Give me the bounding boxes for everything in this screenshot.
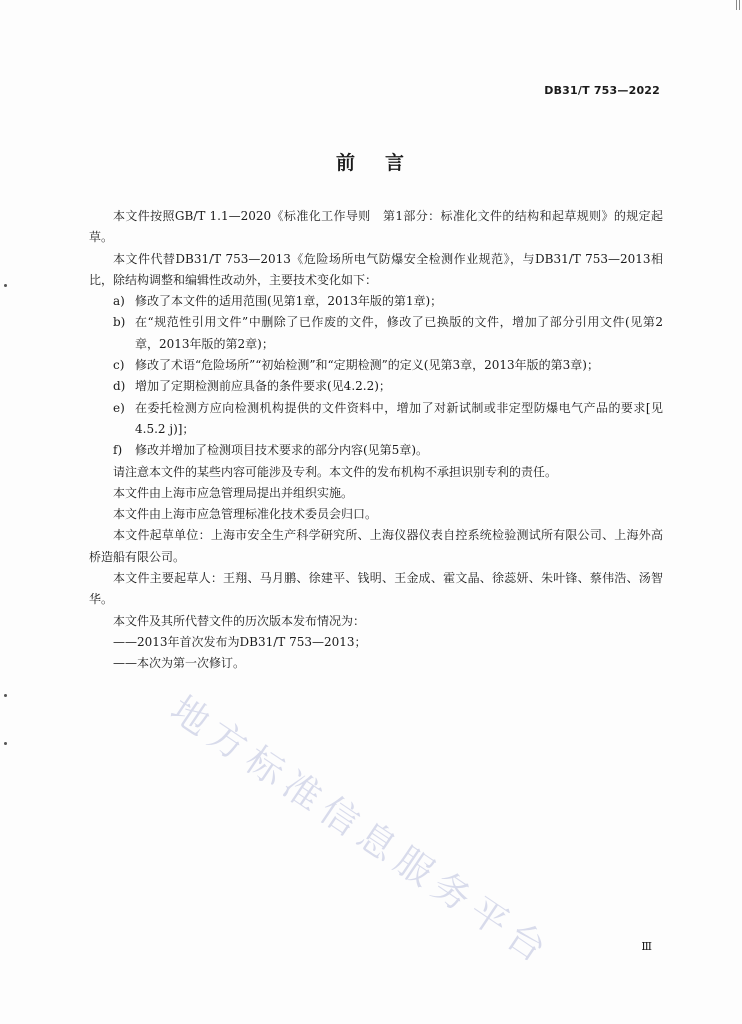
list-marker: e): [113, 400, 125, 415]
foreword-body: [89, 206, 663, 675]
page-number: Ⅲ: [641, 940, 652, 953]
paragraph-drafting-basis: 本文件按照GB/T 1.1—2020《标准化工作导则 第1部分：标准化文件的结构和起草规则》的规定起草。: [89, 209, 663, 245]
scan-edge-mark: [736, 0, 742, 10]
list-item: [113, 312, 663, 355]
paragraph-patent-notice: 请注意本文件的某些内容可能涉及专利。本文件的发布机构不承担识别专利的责任。: [113, 464, 558, 479]
list-item: [113, 440, 663, 461]
list-item: [113, 291, 663, 312]
list-marker: f): [113, 443, 123, 458]
list-item-text: 在委托检测方应向检测机构提供的文件资料中，增加了对新试制或非定型防爆电气产品的要求[见4.5.2 j)]；: [135, 400, 663, 436]
list-marker: a): [113, 294, 125, 309]
list-item-text: 在“规范性引用文件”中删除了已作废的文件，修改了已换版的文件，增加了部分引用文件(见第2章，2013年版的第2章)；: [135, 315, 663, 351]
list-item: [113, 398, 663, 441]
list-item-text: 增加了定期检测前应具备的条件要求(见4.2.2)；: [135, 379, 391, 394]
scan-speck: [4, 284, 7, 287]
list-item: [113, 376, 663, 397]
paragraph-replacement: 本文件代替DB31/T 753—2013《危险场所电气防爆安全检测作业规范》，与DB31/T 753—2013相比，除结构调整和编辑性改动外，主要技术变化如下：: [89, 251, 663, 287]
document-code: DB31/T 753—2022: [544, 84, 660, 97]
paragraph-proposer: 本文件由上海市应急管理局提出并组织实施。: [113, 485, 354, 500]
history-item: ——本次为第一次修订。: [113, 656, 246, 671]
list-item-text: 修改了本文件的适用范围(见第1章，2013年版的第1章)；: [135, 294, 443, 309]
list-item-text: 修改了术语“危险场所”“初始检测”和“定期检测”的定义(见第3章，2013年版的第3章)；: [135, 358, 599, 373]
list-item: [113, 355, 663, 376]
list-marker: c): [113, 358, 125, 373]
changes-list: [89, 291, 663, 461]
history-item: ——2013年首次发布为DB31/T 753—2013；: [113, 634, 367, 649]
list-item-text: 修改并增加了检测项目技术要求的部分内容(见第5章)。: [135, 443, 429, 458]
scan-speck: [4, 694, 7, 697]
paragraph-drafting-units: 本文件起草单位：上海市安全生产科学研究所、上海仪器仪表自控系统检验测试所有限公司、上海外高桥造船有限公司。: [89, 528, 663, 564]
paragraph-committee: 本文件由上海市应急管理标准化技术委员会归口。: [113, 507, 378, 522]
paragraph-drafters: 本文件主要起草人：王翔、马月鹏、徐建平、钱明、王金成、霍文晶、徐蕊妍、朱叶锋、蔡伟浩、汤智华。: [89, 571, 663, 607]
page-title: 前言: [335, 152, 434, 174]
list-marker: b): [113, 315, 126, 330]
list-marker: d): [113, 379, 126, 394]
paragraph-history-intro: 本文件及其所代替文件的历次版本发布情况为：: [113, 613, 366, 628]
watermark-text: 地方标准信息服务平台: [162, 687, 561, 975]
scan-speck: [4, 742, 7, 745]
